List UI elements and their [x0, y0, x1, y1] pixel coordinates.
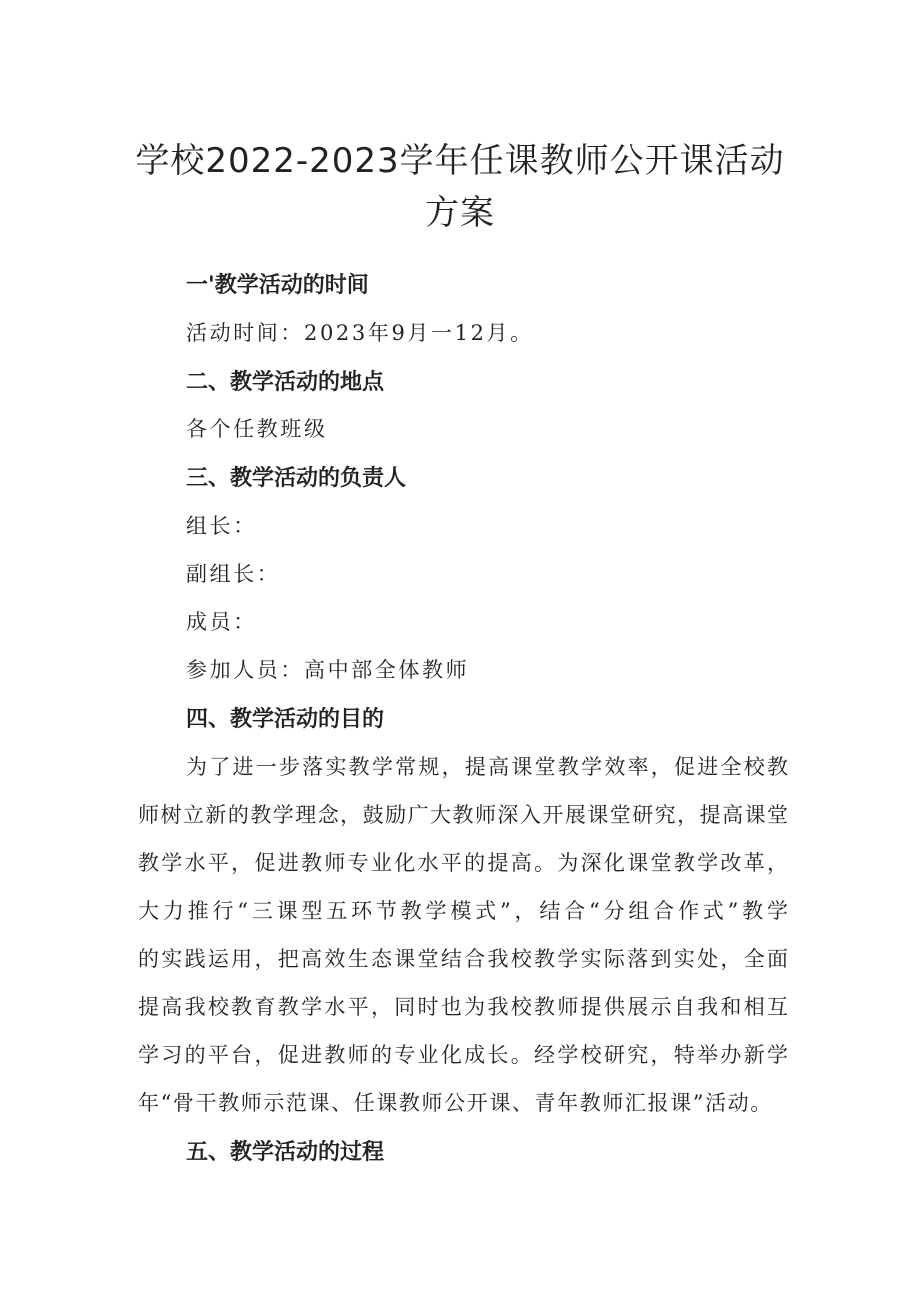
- section-heading-responsible: 三、教学活动的负责人: [186, 466, 407, 491]
- section-heading-purpose: 四、教学活动的目的: [186, 707, 385, 732]
- leader-text: 组长：: [186, 514, 257, 538]
- section-heading-process: 五、教学活动的过程: [186, 1140, 385, 1165]
- purpose-paragraph-line: 师树立新的教学理念，鼓励广大教师深入开展课堂研究，提高课堂: [138, 803, 788, 827]
- members-text: 成员：: [186, 610, 257, 634]
- purpose-paragraph-line: 大力推行“三课型五环节教学模式”，结合“分组合作式”教学: [138, 899, 788, 923]
- purpose-paragraph-line: 的实践运用，把高效生态课堂结合我校教学实际落到实处，全面: [138, 947, 788, 971]
- purpose-paragraph-line: 学习的平台，促进教师的专业化成长。经学校研究，特举办新学: [138, 1043, 788, 1067]
- participants-text: 参加人员：高中部全体教师: [186, 658, 470, 682]
- purpose-paragraph-line: 为了进一步落实教学常规，提高课堂教学效率，促进全校教: [186, 755, 788, 779]
- purpose-paragraph-line: 提高我校教育教学水平，同时也为我校教师提供展示自我和相互: [138, 995, 788, 1019]
- section-heading-time: 一'教学活动的时间: [186, 273, 369, 298]
- purpose-paragraph-line: 年“骨干教师示范课、任课教师公开课、青年教师汇报课”活动。: [138, 1091, 773, 1115]
- activity-place-text: 各个任教班级: [186, 417, 328, 441]
- document-title-continued: 方案: [425, 193, 495, 233]
- activity-time-text: 活动时间：2023年9月一12月。: [186, 321, 534, 345]
- purpose-paragraph-line: 教学水平，促进教师专业化水平的提高。为深化课堂教学改革，: [138, 851, 788, 875]
- section-heading-place: 二、教学活动的地点: [186, 370, 385, 395]
- document-title: 学校2022-2023学年任课教师公开课活动: [135, 141, 785, 181]
- vice-leader-text: 副组长：: [186, 562, 281, 586]
